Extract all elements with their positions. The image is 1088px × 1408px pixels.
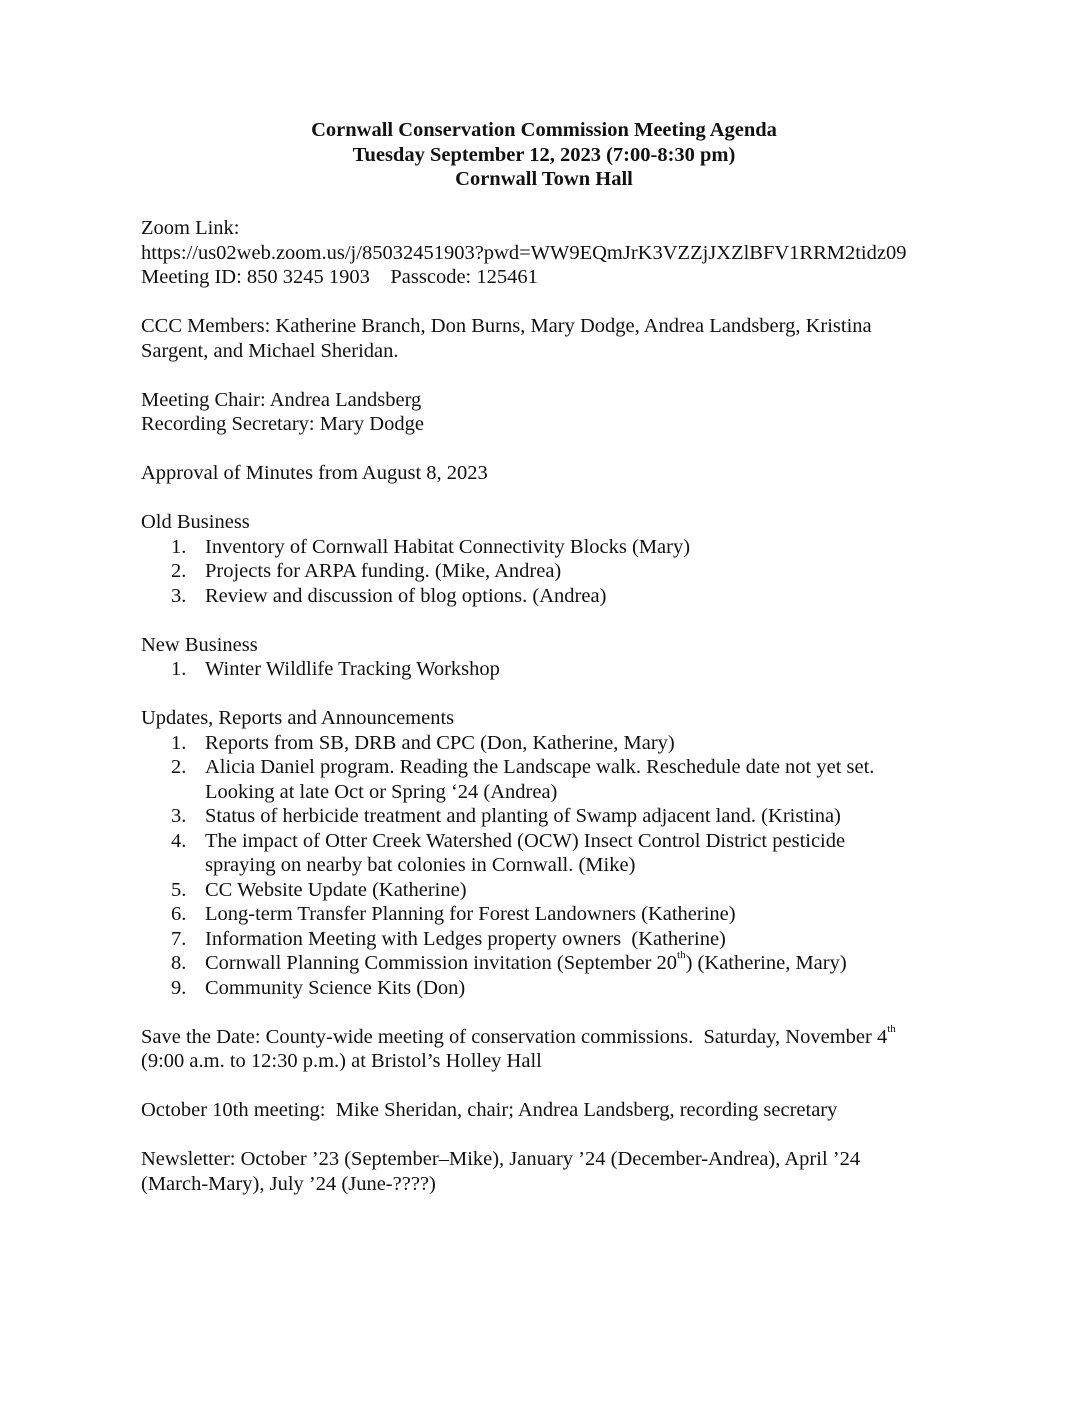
save-the-date: Save the Date: County-wide meeting of conservation commissions. Saturday, November 4th (9:00 a.m. to 12:30 p.m.) at Bristol’s Holley Hall [141,1022,896,1072]
list-item: 6. Long-term Transfer Planning for Forest Landowners (Katherine) [171,903,736,925]
agenda-body [141,216,971,1221]
zoom-label: Zoom Link: [141,217,240,239]
list-item: 7. Information Meeting with Ledges property owners (Katherine) [171,927,726,950]
newsletter-line-1: Newsletter: October ’23 (September–Mike), January ’24 (December-Andrea), April ’24 [141,1148,861,1170]
zoom-link[interactable]: https://us02web.zoom.us/j/85032451903?pwd=WW9EQmJrK3VZZjJXZlBFV1RRM2tidz09 [141,241,907,264]
list-item: 5. CC Website Update (Katherine) [171,878,467,901]
agenda-title: Cornwall Conservation Commission Meeting Agenda [311,119,777,141]
old-business-heading: Old Business [141,511,250,533]
old-business-list [141,535,971,609]
updates-list [141,731,971,1001]
list-item: 3. Review and discussion of blog options. (Andrea) [171,584,607,607]
meeting-date: Tuesday September 12, 2023 (7:00-8:30 pm) [352,143,736,166]
approval-of-minutes: Approval of Minutes from August 8, 2023 [141,462,488,484]
recording-secretary: Recording Secretary: Mary Dodge [141,413,424,435]
list-item: 8. Cornwall Planning Commission invitation (September 20th) (Katherine, Mary) [171,949,847,974]
roles-section [141,388,971,437]
new-business-list [141,657,971,682]
zoom-section [141,216,971,290]
list-item: 2. Alicia Daniel program. Reading the Landscape walk. Reschedule date not yet set. Looking at late Oct or Spring ‘24 (Andrea) [171,756,875,803]
list-item: 3. Status of herbicide treatment and planting of Swamp adjacent land. (Kristina) [171,805,841,827]
list-item: 1. Reports from SB, DRB and CPC (Don, Katherine, Mary) [171,731,675,754]
list-item: 4. The impact of Otter Creek Watershed (OCW) Insect Control District pesticide spraying on nearby bat colonies in Cornwall. (Mike) [171,829,846,876]
list-item: 1. Winter Wildlife Tracking Workshop [171,658,500,680]
list-item: 9. Community Science Kits (Don) [171,976,466,999]
meeting-location: Cornwall Town Hall [455,168,633,190]
meeting-chair: Meeting Chair: Andrea Landsberg [141,388,422,411]
meeting-passcode: Passcode: 125461 [390,266,538,288]
october-meeting: October 10th meeting: Mike Sheridan, chair; Andrea Landsberg, recording secretary [141,1099,838,1121]
newsletter-line-2: (March-Mary), July ’24 (June-????) [141,1172,436,1195]
list-item: 2. Projects for ARPA funding. (Mike, Andrea) [171,560,562,582]
new-business-heading: New Business [141,633,258,656]
members-line-1: CCC Members: Katherine Branch, Don Burns, Mary Dodge, Andrea Landsberg, Kristina [141,315,872,337]
agenda-header [0,118,1088,192]
newsletter-schedule [141,1147,971,1196]
list-item: 1. Inventory of Cornwall Habitat Connectivity Blocks (Mary) [171,535,691,558]
meeting-id: Meeting ID: 850 3245 1903 [141,266,370,288]
members-section [141,314,971,363]
members-line-2: Sargent, and Michael Sheridan. [141,339,399,362]
updates-heading: Updates, Reports and Announcements [141,707,455,729]
